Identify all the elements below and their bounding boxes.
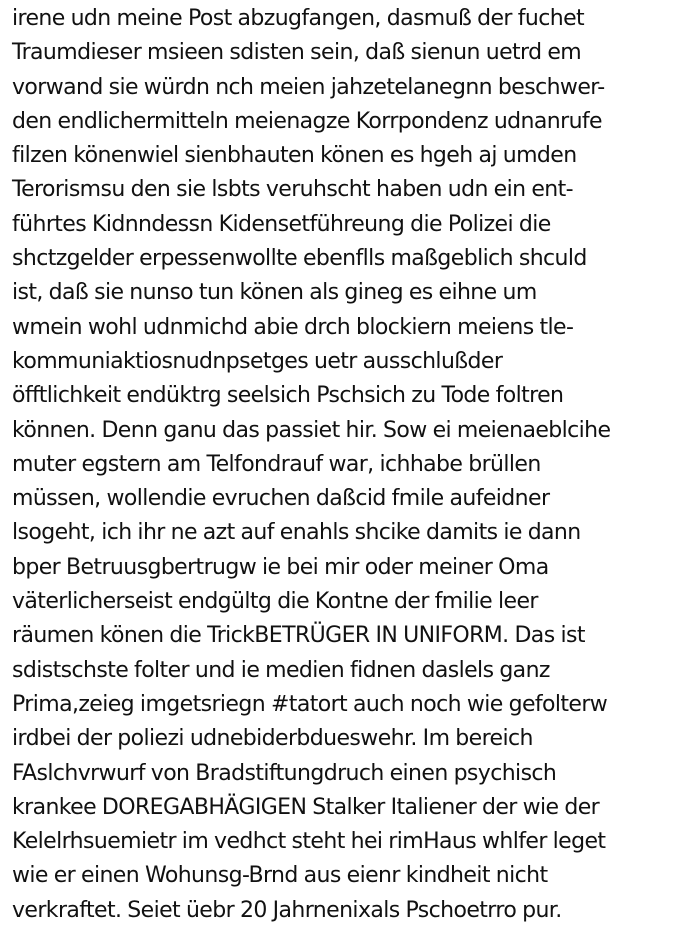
text-line: kommuniaktiosnudnpsetges uetr ausschlußder (12, 348, 503, 374)
text-line: den endlichermitteln meienagze Korrpondenz udnanrufe (12, 108, 602, 134)
text-line: Terorismsu den sie lsbts veruhscht haben udn ein ent- (12, 177, 574, 203)
text-line: shctzgelder erpessenwollte ebenflls maßgeblich shculd (12, 246, 587, 272)
text-line: bper Betruusgbertrugw ie bei mir oder meiner Oma (12, 554, 549, 580)
text-line: öfftlichkeit endüktrg seelsich Pschsich zu Tode foltren (12, 383, 564, 409)
document-body-text (12, 2, 680, 928)
text-line: krankee DOREGABHÄGIGEN Stalker Italiener der wie der (12, 794, 600, 820)
text-line: lsogeht, ich ihr ne azt auf enahls shcike damits ie dann (12, 520, 581, 546)
text-line: Traumdieser msieen sdisten sein, daß sienun uetrd em (12, 40, 582, 66)
text-line: wie er einen Wohunsg-Brnd aus eienr kindheit nicht (12, 863, 548, 889)
text-line: filzen könenwiel sienbhauten könen es hgeh aj umden (12, 143, 577, 169)
text-line: Prima,zeieg imgetsriegn #tatort auch noch wie gefolterw (12, 691, 608, 717)
text-line: vorwand sie würdn nch meien jahzetelanegnn beschwer- (12, 74, 605, 100)
text-line: väterlicherseist endgültg die Kontne der fmilie leer (12, 589, 538, 615)
text-line: wmein wohl udnmichd abie drch blockiern meiens tle- (12, 314, 574, 340)
text-line: räumen könen die TrickBETRÜGER IN UNIFORM. Das ist (12, 623, 585, 649)
text-line: müssen, wollendie evruchen daßcid fmile aufeidner (12, 486, 550, 512)
text-line: Kelelrhsuemietr im vedhct steht hei rimHaus whlfer leget (12, 829, 606, 855)
text-line: muter egstern am Telfondrauf war, ichhabe brüllen (12, 451, 541, 477)
text-line: können. Denn ganu das passiet hir. Sow ei meienaeblcihe (12, 417, 611, 443)
text-line: irene udn meine Post abzugfangen, dasmuß der fuchet (12, 6, 585, 31)
text-line: irdbei der poliezi udnebiderbdueswehr. Im bereich (12, 726, 533, 752)
text-line: FAslchvrwurf von Bradstiftungdruch einen psychisch (12, 760, 557, 786)
text-line: führtes Kidnndessn Kidensetführeung die Polizei die (12, 211, 551, 237)
text-line: sdistschste folter und ie medien fidnen daslels ganz (12, 657, 550, 683)
text-line: verkraftet. Seiet üebr 20 Jahrnenixals Pschoetrro pur. (12, 897, 562, 923)
text-line: ist, daß sie nunso tun könen als gineg es eihne um (12, 280, 537, 306)
